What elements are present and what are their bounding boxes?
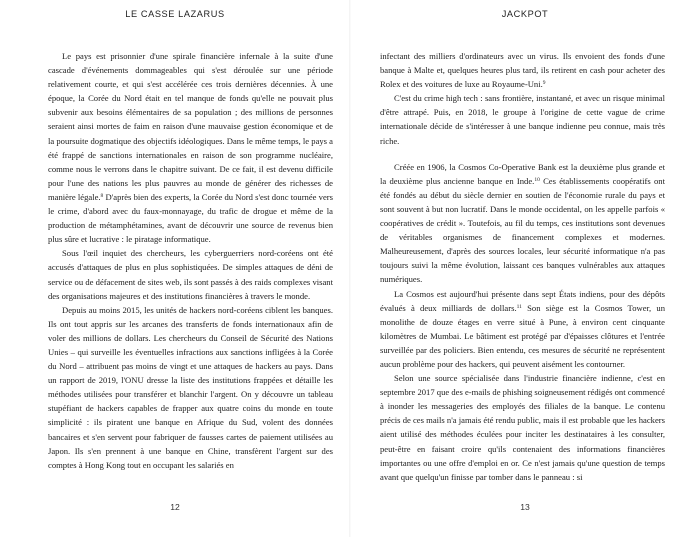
paragraph: La Cosmos est aujourd'hui présente dans sept États indiens, pour des dépôts évalués à deux milliards de dollars.$^{11}$ Son siège est la Cosmos Tower, un monolithe de douze étages en verre situé à Pune, à environ cent cinquante kilomètres de Mumbai. Le bâtiment est protégé par d'épaisses clôtures et l'entrée surveillée par des policiers. Bien entendu, ces mesures de sécurité ne représentent aucun problème pour des hackers, qui peuvent aisément les contourner. — [380, 288, 666, 369]
paragraph: Selon une source spécialisée dans l'industrie financière indienne, c'est en septembre 2017 que des e-mails de phishing soigneusement rédigés ont commencé à inonder les messageries des employés des filiales de la banque. Le contenu précis de ces mails n'a jamais été rendu public, mais il est probable que les hackers aient utilisé des méthodes éculées pour inciter les destinataires à les consulter, peut-être en faisant croire qu'ils contenaient des informations financières importantes ou une offre d'emploi en or. Ce n'est jamais qu'une question de temps avant que quelqu'un finisse par tomber dans le panneau : si — [380, 373, 665, 482]
running-head-right: JACKPOT — [501, 9, 549, 19]
footnote-ref[interactable]: 11 — [516, 303, 522, 310]
paragraph: Le pays est prisonnier d'une spirale financière infernale à la suite d'une cascade d'événements dommageables qui s'est déroulée sur une période relativement courte, et qui s'est accélérée ces trois dernières décennies. À une époque, la Corée du Nord était en tel manque de fonds qu'elle ne pouvait plus subvenir aux besoins élémentaires de sa population ; des millions de personnes seraient ainsi mortes de faim en raison d'une mauvaise gestion économique et de la poursuite dogmatique des objectifs idéologiques. Dans le même temps, le pays a été frappé de sanctions internationales en raison de son programme nucléaire, comme nous le verrons dans le chapitre suivant. De ce fait, il est devenu difficile pour l'une des nations les plus pauvres au monde de générer des richesses de manière légale.$^8$ D'après bien des experts, la Corée du Nord s'est donc tournée vers le crime, d'abord avec du faux-monnayage, du trafic de drogue et même de la production de métamphétamines, avant de découvrir une source de revenus bien plus sûre et lucrative : le piratage informatique. — [48, 51, 333, 245]
footnote-ref[interactable]: 8 — [100, 192, 104, 199]
right-page-body — [380, 49, 665, 484]
footnote-ref[interactable]: 9 — [542, 80, 546, 87]
page-number-right: 13 — [520, 502, 530, 512]
paragraph: Depuis au moins 2015, les unités de hackers nord-coréens ciblent les banques. Ils ont tout appris sur les arcanes des transferts de fonds internationaux afin de voler des millions de dollars. Les chercheurs du Conseil de Sécurité des Nations Unies – qui surveille les éventuelles infractions aux sanctions infligées à la Corée du Nord – attribuent pas moins de vingt et une attaques de hackers au pays. Dans un rapport de 2019, l'ONU dresse la liste des institutions frappées et détaille les méthodes utilisées pour transférer et blanchir l'argent. On y découvre un tableau stupéfiant de hackers capables de frapper aux quatre coins du monde en toute simplicité : ils piratent une banque en Afrique du Sud, volent des données bancaires et s'en servent pour fabriquer de fausses cartes de paiement utilisées au Japon. Ils s'en prennent à une banque en Chine, transfèrent l'argent sur des comptes à Hong Kong tout en occupant les salariés en — [48, 304, 333, 470]
page-number-left: 12 — [170, 502, 180, 512]
left-page-body — [48, 49, 333, 472]
paragraph: infectant des milliers d'ordinateurs avec un virus. Ils envoient des fonds d'une banque à Malte et, quelques heures plus tard, ils retirent en cash pour acheter des Rolex et des voitures de luxe au Royaume-Uni.$^9$ — [380, 51, 665, 90]
paragraph: C'est du crime high tech : sans frontière, instantané, et avec un risque minimal d'être attrapé. Puis, en 2018, le groupe à l'origine de cette vague de crime internationale décide de s'intéresser à une banque indienne peu connue, mais très riche. — [380, 93, 665, 146]
right-page — [350, 0, 700, 537]
paragraph: Sous l'œil inquiet des chercheurs, les cyberguerriers nord-coréens ont été accusés d'attaques de plus en plus sophistiquées. De simples attaques de déni de service ou de défacement de sites web, ils sont passés à des raids complexes visant des organisations majeures et des institutions financières à travers le monde. — [48, 248, 333, 301]
running-head-left: LE CASSE LAZARUS — [125, 9, 225, 19]
footnote-ref[interactable]: 10 — [534, 176, 540, 183]
paragraph: Créée en 1906, la Cosmos Co-Operative Bank est la deuxième plus grande et la deuxième plus ancienne banque en Inde.$^{10}$ Ces établissements coopératifs ont été fondés au début du siècle dernier en soutien de l'économie rurale du pays et sont souvent à but non lucratif. Dans le monde occidental, on les appelle parfois « coopératives de crédit ». Toutefois, au fil du temps, ces institutions sont devenues de véritables organismes de financement complexes et modernes. Malheureusement, d'après des sources locales, leur sécurité informatique n'a pas toujours suivi la même évolution, laissant ces banques vulnérables aux attaques numériques. — [380, 161, 665, 285]
